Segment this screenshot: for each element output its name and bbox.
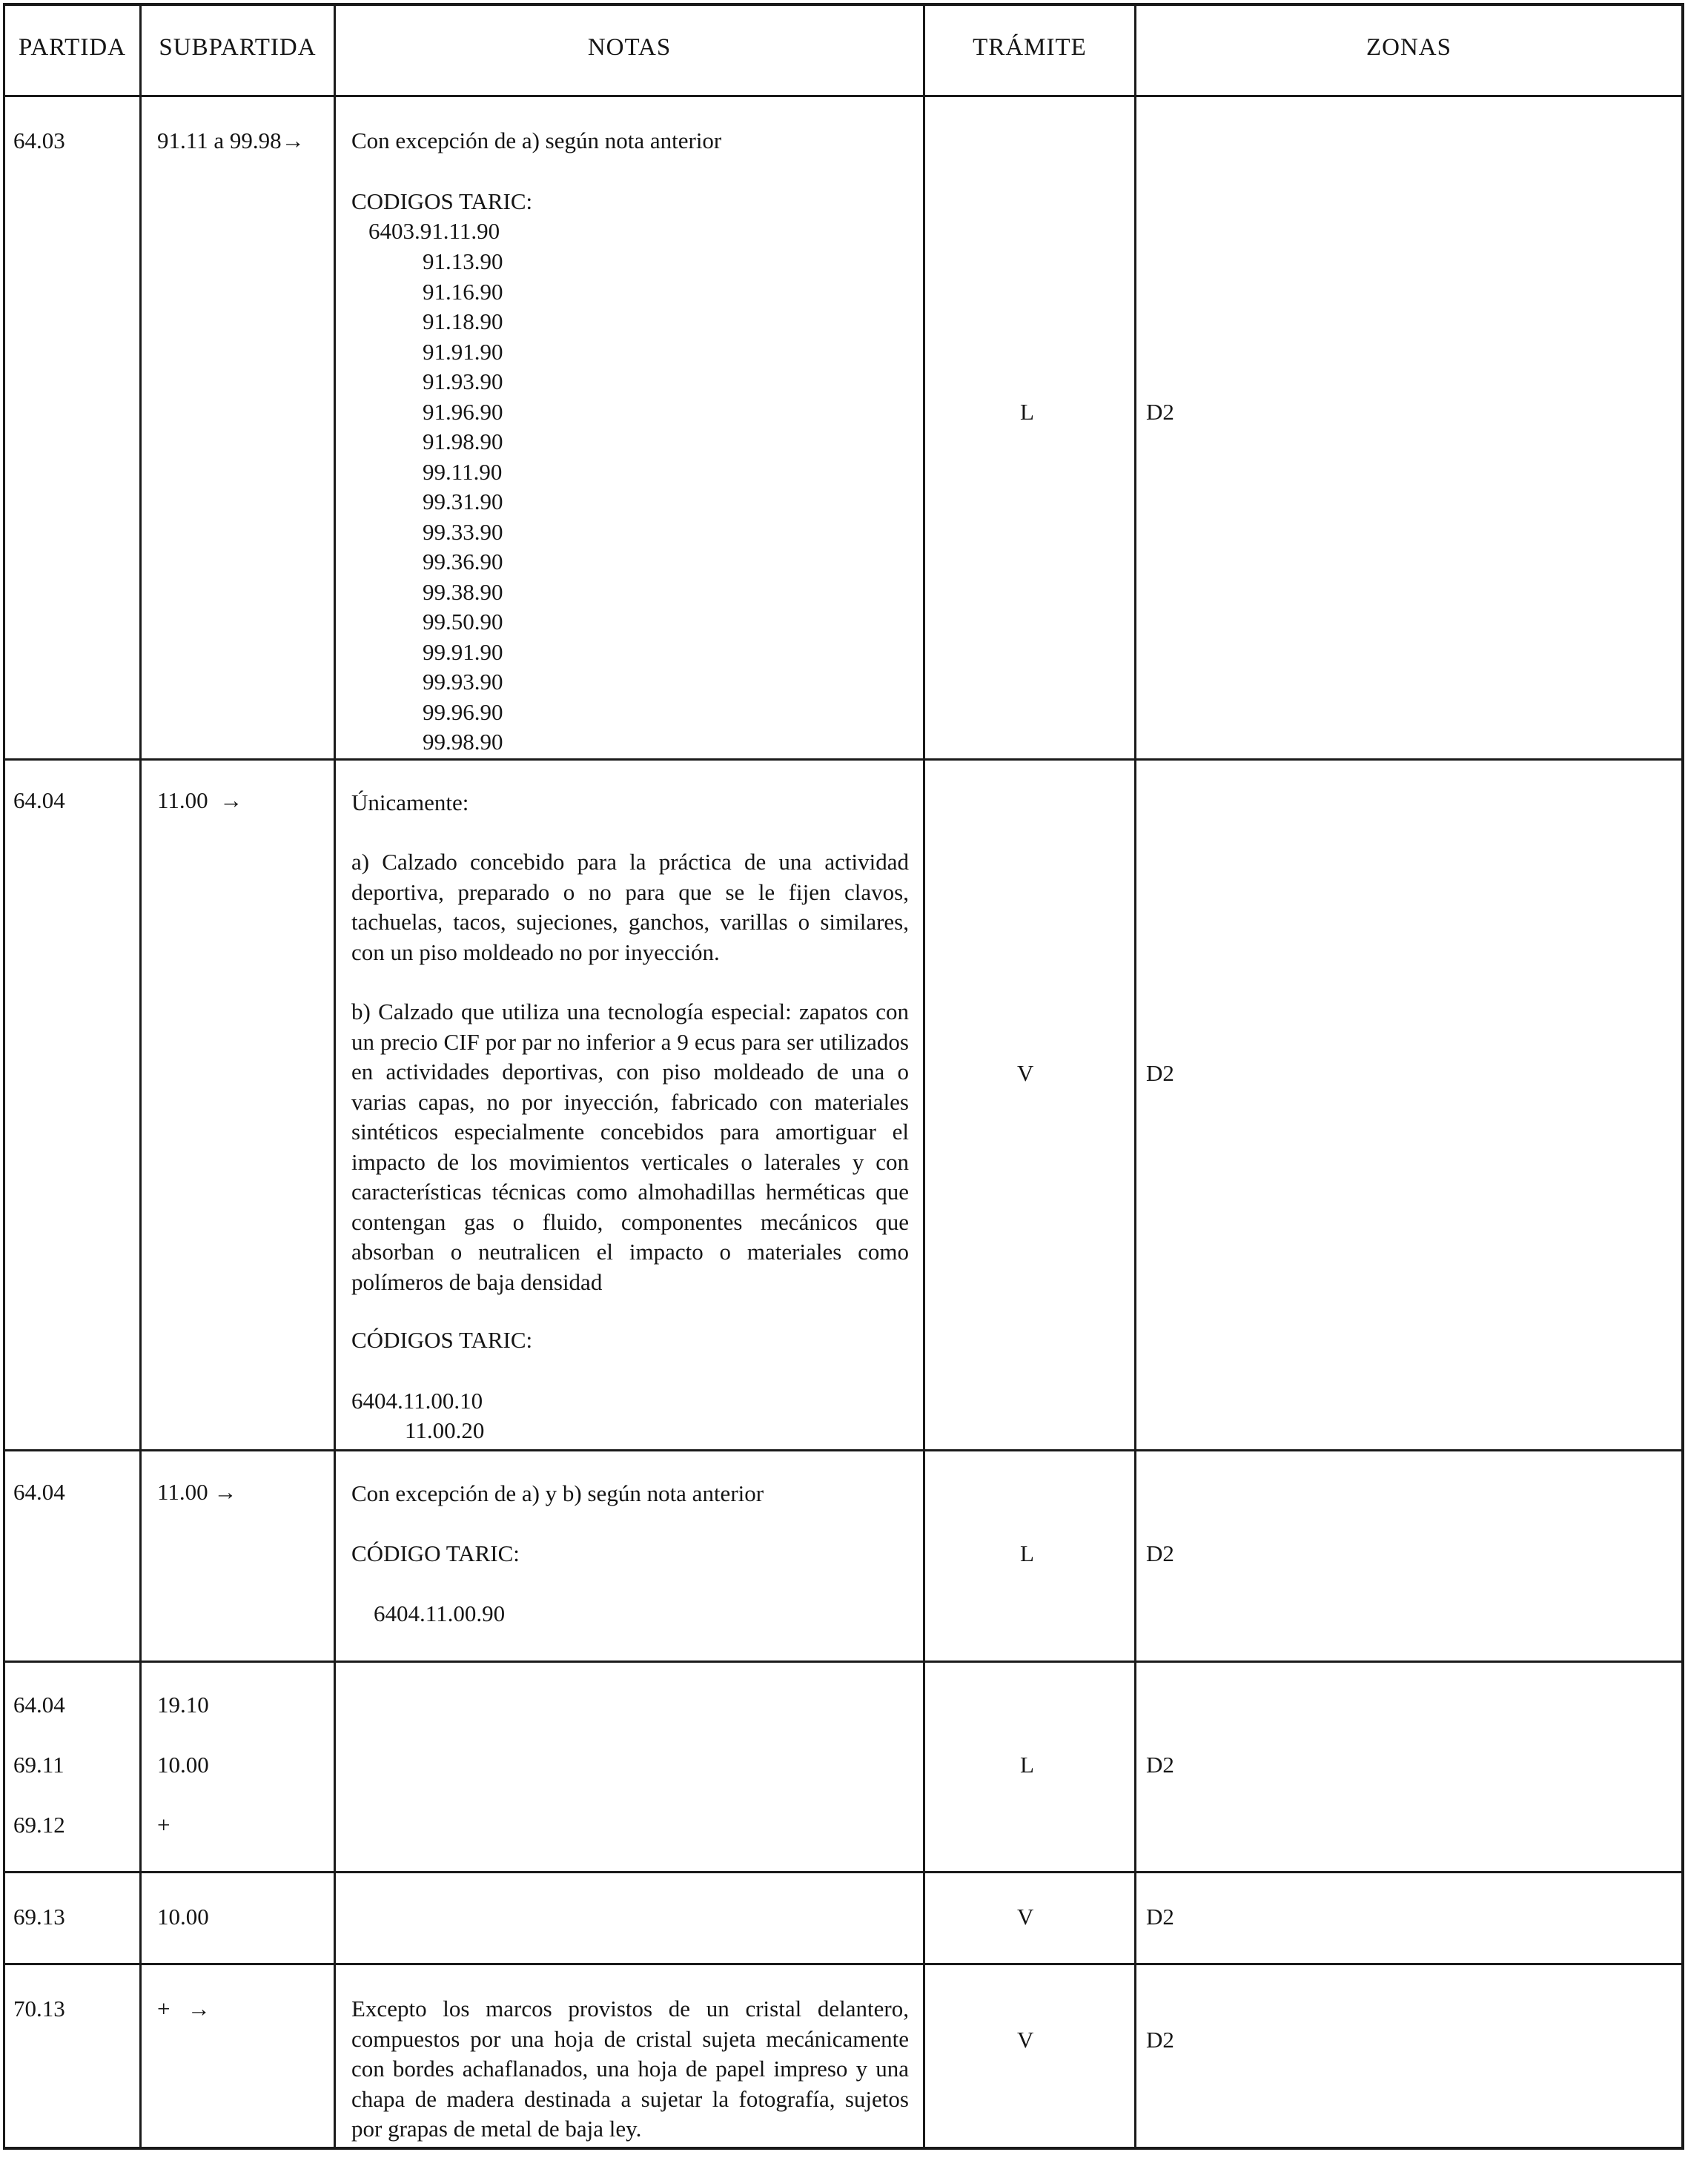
- row1-partida: 64.03: [13, 128, 65, 153]
- row2-subpartida: 11.00 →: [157, 787, 243, 813]
- row3-subpartida: 11.00 →: [157, 1479, 237, 1505]
- row1-subpartida: 91.11 a 99.98→: [157, 128, 305, 153]
- rule-row1-bottom: [3, 758, 1684, 761]
- row2-partida: 64.04: [13, 787, 65, 813]
- taric-code: 99.33.90: [423, 518, 503, 545]
- taric-code: 99.93.90: [423, 669, 503, 695]
- row6-subpartida: + →: [157, 1996, 211, 2022]
- header-notas: NOTAS: [587, 33, 672, 61]
- row2-nota-b: b) Calzado que utiliza una tecnología especial: zapatos con un precio CIF por par no inferior a 9 ecus para ser utilizados en actividades deportivas, con piso moldeado de una o varias capas, no por inyección, fabricado con materiales sintéticos especialmente concebidos para amortiguar el impacto de los movimientos verticales o laterales y con características técnicas como almohadillas herméticas que contengan gas o fluido, componentes mecánicos que absorban o neutralicen el impacto o materiales como polímeros de baja densidad: [351, 999, 909, 1295]
- rule-header-bottom: [3, 95, 1684, 97]
- header-partida: PARTIDA: [19, 33, 126, 61]
- row5-tramite: V: [1017, 1904, 1034, 1930]
- taric-code: 99.96.90: [423, 698, 503, 725]
- row4-zona: D2: [1146, 1752, 1174, 1778]
- row6-nota: Excepto los marcos provistos de un cristal delantero, compuestos por una hoja de cristal sujeta mecánicamente con bordes achaflanados, una hoja de papel impreso y una chapa de madera destinada a sujetar la fotografía, sujetos por grapas de metal de baja ley.: [351, 1996, 909, 2142]
- row3-nota-intro: Con excepción de a) y b) según nota anterior: [351, 1480, 764, 1506]
- taric-code: 91.13.90: [423, 248, 503, 274]
- taric-code: 99.98.90: [423, 729, 503, 755]
- rule-row5-bottom: [3, 1963, 1684, 1965]
- rule-col4: [1134, 3, 1136, 2150]
- taric-code: 99.31.90: [423, 489, 503, 514]
- row4-partida-3: 69.12: [13, 1812, 65, 1838]
- taric-code: 91.16.90: [423, 278, 503, 305]
- rule-row2-bottom: [3, 1449, 1684, 1451]
- row2-tramite: V: [1017, 1060, 1034, 1086]
- rule-col1: [139, 3, 142, 2150]
- rule-bottom: [3, 2147, 1684, 2150]
- row1-codigos-label: CODIGOS TARIC:: [351, 188, 533, 214]
- row5-zona: D2: [1146, 1904, 1174, 1930]
- taric-code: 99.91.90: [423, 638, 503, 665]
- row4-partida-1: 64.04: [13, 1692, 65, 1718]
- taric-code: 91.18.90: [423, 308, 503, 334]
- taric-code: 91.91.90: [423, 338, 503, 365]
- rule-col2: [334, 3, 336, 2150]
- row1-codigo-first: 6403.91.11.90: [368, 218, 500, 244]
- row6-partida: 70.13: [13, 1996, 65, 2022]
- row2-codigos-label: CÓDIGOS TARIC:: [351, 1327, 533, 1353]
- row1-zona: D2: [1146, 399, 1174, 425]
- row4-subpartida-1: 19.10: [157, 1692, 209, 1718]
- row3-codigos-label: CÓDIGO TARIC:: [351, 1540, 520, 1566]
- taric-code: 91.96.90: [423, 398, 503, 425]
- row3-partida: 64.04: [13, 1479, 65, 1505]
- row4-subpartida-2: 10.00: [157, 1752, 209, 1778]
- row5-subpartida: 10.00: [157, 1904, 209, 1930]
- row4-partida-2: 69.11: [13, 1752, 64, 1778]
- row1-tramite: L: [1020, 399, 1034, 425]
- rule-left: [3, 3, 5, 2150]
- row2-zona: D2: [1146, 1060, 1174, 1086]
- row6-zona: D2: [1146, 2027, 1174, 2053]
- row2-codigo-first: 6404.11.00.10: [351, 1388, 483, 1414]
- row3-tramite: L: [1020, 1540, 1034, 1566]
- row4-tramite: L: [1020, 1752, 1034, 1778]
- row1-codigos-list: [423, 247, 503, 758]
- row2-nota-a: a) Calzado concebido para la práctica de una actividad deportiva, preparado o no para que se le fijen clavos, tachuelas, tacos, sujeciones, ganchos, varillas o similares, con un piso moldeado no por inyección.: [351, 849, 909, 965]
- rule-col3: [923, 3, 925, 2150]
- taric-code: 99.50.90: [423, 609, 503, 635]
- row1-nota-intro: Con excepción de a) según nota anterior: [351, 128, 722, 153]
- taric-code: 99.11.90: [423, 458, 503, 485]
- header-zonas: ZONAS: [1366, 33, 1452, 61]
- rule-row4-bottom: [3, 1871, 1684, 1873]
- rule-right: [1681, 3, 1684, 2150]
- rule-row3-bottom: [3, 1661, 1684, 1663]
- taric-code: 99.36.90: [423, 549, 503, 575]
- row4-subpartida-3: +: [157, 1812, 171, 1838]
- taric-code: 91.93.90: [423, 368, 503, 394]
- row2-codigo-second: 11.00.20: [405, 1417, 485, 1443]
- taric-code: 99.38.90: [423, 578, 503, 605]
- header-tramite: TRÁMITE: [973, 33, 1087, 61]
- row3-codigo-first: 6404.11.00.90: [374, 1600, 506, 1626]
- row5-partida: 69.13: [13, 1904, 65, 1930]
- taric-code: 91.98.90: [423, 428, 503, 454]
- header-subpartida: SUBPARTIDA: [159, 33, 317, 61]
- row6-tramite: V: [1017, 2027, 1034, 2053]
- row2-nota-intro: Únicamente:: [351, 789, 469, 815]
- row3-zona: D2: [1146, 1540, 1174, 1566]
